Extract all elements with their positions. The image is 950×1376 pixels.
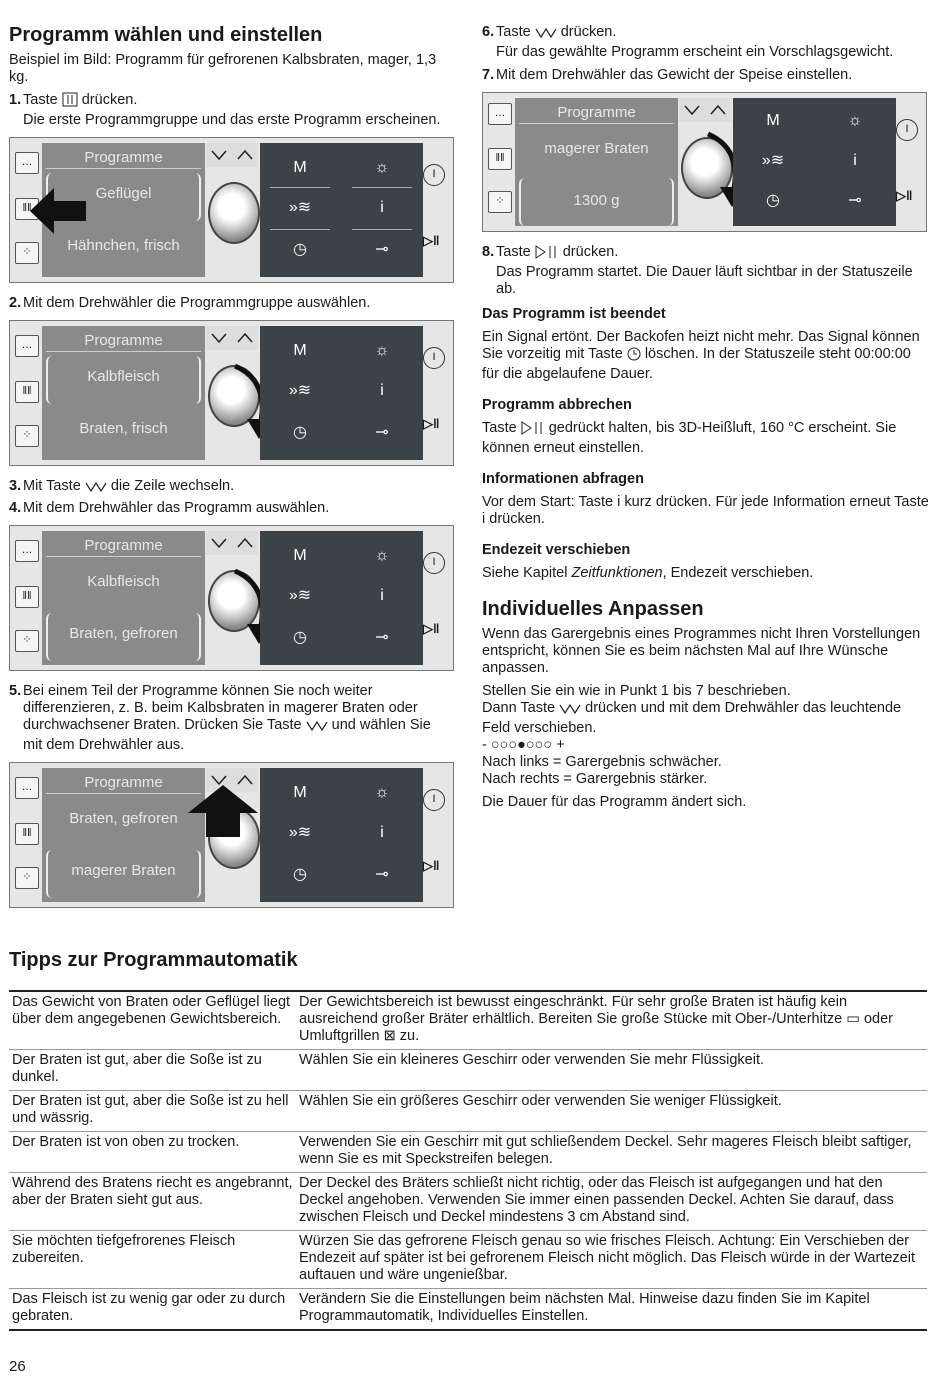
control-panel-3 xyxy=(9,525,454,671)
on-off-key[interactable]: I xyxy=(423,347,445,369)
table-row xyxy=(9,1050,927,1091)
subheading-ende: Das Programm ist beendet xyxy=(482,306,666,322)
display-line-1: Kalbfleisch xyxy=(87,368,160,385)
control-panel-1 xyxy=(9,137,454,283)
program-key[interactable]: ǁǁ xyxy=(15,586,39,608)
tips-table xyxy=(9,990,927,1331)
paragraph: Ein Signal ertönt. Der Backofen heizt nicht mehr. Das Signal können Sie vorzeitig mit Taste löschen. In der Statuszeile steht 00:00:00 für die abgelaufene Dauer. xyxy=(482,329,920,382)
fast-heat-icon[interactable]: »≋ xyxy=(288,382,312,399)
info-icon[interactable]: i xyxy=(380,824,384,841)
problem-cell: Das Fleisch ist zu wenig gar oder zu durch gebraten. xyxy=(9,1289,296,1331)
table-row xyxy=(9,1132,927,1173)
function-panel xyxy=(260,143,423,277)
function-panel xyxy=(260,326,423,460)
step-number: 1. xyxy=(9,92,22,108)
subheading-endezeit: Endezeit verschieben xyxy=(482,542,631,558)
display-header: Programme xyxy=(46,772,201,794)
table-row xyxy=(9,1173,927,1231)
intro-text: Beispiel im Bild: Programm für gefrorenen Kalbsbraten, mager, 1,3 kg. xyxy=(9,52,437,85)
light-icon[interactable]: ☼ xyxy=(374,342,390,359)
left-column xyxy=(9,22,454,920)
light-icon[interactable]: ☼ xyxy=(374,159,390,176)
on-off-key[interactable]: I xyxy=(423,164,445,186)
pointer-arrow-icon xyxy=(188,785,258,837)
start-pause-key[interactable]: ▷ǁ xyxy=(423,416,440,431)
table-row xyxy=(9,1231,927,1289)
section-title: Programm wählen und einstellen xyxy=(9,24,323,46)
program-key-icon xyxy=(62,92,78,112)
microwave-icon[interactable]: M xyxy=(293,784,307,801)
display-line-1: Geflügel xyxy=(95,185,152,202)
function-panel xyxy=(733,98,896,226)
paragraph: Siehe Kapitel Zeitfunktionen, Endezeit verschieben. xyxy=(482,565,814,581)
fast-heat-icon[interactable]: »≋ xyxy=(761,152,785,169)
section-title: Individuelles Anpassen xyxy=(482,598,704,620)
table-row xyxy=(9,1091,927,1132)
problem-cell: Sie möchten tiefgefrorenes Fleisch zubereiten. xyxy=(9,1231,296,1289)
table-row xyxy=(9,1289,927,1331)
chevron-down-icon xyxy=(559,703,581,720)
solution-cell: Würzen Sie das gefrorene Fleisch genau so wie frisches Fleisch. Achtung: Ein Verschieben der Endezeit auf später ist bei gefrorenem Fleisch nicht möglich. Das Fleisch würde in der Wartezeit auftauen und wäre ungenießbar. xyxy=(296,1231,927,1289)
on-off-key[interactable]: I xyxy=(423,789,445,811)
step-text: drücken. xyxy=(81,92,138,108)
paragraph: Nach links = Garergebnis schwächer. xyxy=(482,754,722,770)
table-row xyxy=(9,991,927,1050)
problem-cell: Während des Bratens riecht es angebrannt, aber der Braten sieht gut aus. xyxy=(9,1173,296,1231)
arrow-keys[interactable] xyxy=(206,143,258,167)
problem-cell: Das Gewicht von Braten oder Geflügel liegt über dem angegebenen Gewichtsbereich. xyxy=(12,994,291,1027)
solution-cell: Der Gewichtsbereich ist bewusst eingeschränkt. Für sehr große Braten ist häufig kein ausreichend großer Bräter erhältlich. Bereiten Sie große Stücke mit Ober-/Unterhitze ▭ oder Umluftgrillen ⊠ zu. xyxy=(299,994,893,1044)
info-icon: i xyxy=(617,494,621,510)
display xyxy=(515,98,678,226)
dots-key[interactable]: … xyxy=(488,103,512,125)
function-panel xyxy=(260,531,423,665)
program-key[interactable]: ǁǁ xyxy=(15,198,39,220)
step-1 xyxy=(9,92,454,129)
scale-indicator: - ○○○●○○○ + xyxy=(482,737,565,753)
tips-title: Tipps zur Programmautomatik xyxy=(9,949,298,971)
fast-heat-icon[interactable]: »≋ xyxy=(288,587,312,604)
display-line-1: magerer Braten xyxy=(544,140,649,157)
solution-cell: Verändern Sie die Einstellungen beim nächsten Mal. Hinweise dazu finden Sie im Kapitel Programmautomatik, Individuelles Einstellen. xyxy=(296,1289,927,1331)
pointer-arrow-icon xyxy=(30,186,86,236)
display-header: Programme xyxy=(46,535,201,557)
timer-icon[interactable]: ◷ xyxy=(293,241,307,258)
step-8: 8. Taste drücken. Das Programm startet. Die Dauer läuft sichtbar in der Statuszeile ab. xyxy=(482,244,913,297)
right-column xyxy=(482,24,930,817)
paragraph: Nach rechts = Garergebnis stärker. xyxy=(482,771,708,787)
microwave-icon[interactable]: M xyxy=(293,159,307,176)
grid-key[interactable]: ⁘ xyxy=(15,425,39,447)
step-5: 5. Bei einem Teil der Programme können Sie noch weiter differenzieren, z. B. beim Kalbsbraten in magerer Braten oder durchwachsener Braten. Drücken Sie Taste und wählen Sie mit dem Drehwähler aus. xyxy=(9,683,431,753)
light-icon[interactable]: ☼ xyxy=(374,784,390,801)
paragraph: Stellen Sie ein wie in Punkt 1 bis 7 beschrieben. Dann Taste drücken und mit dem Drehwähler das leuchtende Feld verschieben. xyxy=(482,683,902,736)
paragraph: Die Dauer für das Programm ändert sich. xyxy=(482,794,747,810)
step-6: 6. Taste drücken. Für das gewählte Programm erscheint ein Vorschlagsgewicht. xyxy=(482,24,894,60)
problem-cell: Der Braten ist gut, aber die Soße ist zu dunkel. xyxy=(9,1050,296,1091)
program-key[interactable]: ǁǁ xyxy=(488,148,512,170)
fast-heat-icon[interactable]: »≋ xyxy=(288,199,312,216)
rotary-selector[interactable] xyxy=(208,182,260,244)
program-key[interactable]: ǁǁ xyxy=(15,381,39,403)
display xyxy=(42,768,205,902)
solution-cell: Wählen Sie ein größeres Geschirr oder verwenden Sie weniger Flüssigkeit. xyxy=(296,1091,927,1132)
start-pause-icon xyxy=(535,245,559,264)
display-line-2: Braten, frisch xyxy=(79,420,168,437)
problem-cell: Der Braten ist gut, aber die Soße ist zu hell und wässrig. xyxy=(9,1091,296,1132)
grid-key[interactable]: ⁘ xyxy=(488,191,512,213)
microwave-icon[interactable]: M xyxy=(766,112,780,129)
program-key[interactable]: ǁǁ xyxy=(15,823,39,845)
display-line-1: Kalbfleisch xyxy=(87,573,160,590)
step-3: 3. Mit Taste die Zeile wechseln. xyxy=(9,478,454,498)
display xyxy=(42,326,205,460)
arrow-keys[interactable] xyxy=(679,98,731,122)
page-number: 26 xyxy=(9,1358,26,1375)
info-icon[interactable]: i xyxy=(380,382,384,399)
clock-icon xyxy=(627,347,641,366)
info-icon[interactable]: i xyxy=(380,199,384,216)
display xyxy=(42,531,205,665)
grid-key[interactable]: ⁘ xyxy=(15,242,39,264)
dots-key[interactable]: … xyxy=(15,335,39,357)
step-7: 7. Mit dem Drehwähler das Gewicht der Speise einstellen. xyxy=(482,67,853,83)
microwave-icon[interactable]: M xyxy=(293,547,307,564)
light-icon[interactable]: ☼ xyxy=(374,547,390,564)
timer-icon[interactable]: ◷ xyxy=(293,629,307,646)
display-line-2: Braten, gefroren xyxy=(69,625,178,642)
start-pause-key[interactable]: ▷ǁ xyxy=(896,188,913,203)
lock-icon[interactable]: ⊸ xyxy=(375,241,389,258)
start-pause-key[interactable]: ▷ǁ xyxy=(423,858,440,873)
step-text: Taste xyxy=(23,92,58,108)
lock-icon[interactable]: ⊸ xyxy=(375,629,389,646)
paragraph: Vor dem Start: Taste i kurz drücken. Für jede Information erneut Taste i drücken. xyxy=(482,494,929,527)
display-line-2: 1300 g xyxy=(573,192,620,209)
grid-key[interactable]: ⁘ xyxy=(15,867,39,889)
start-pause-icon xyxy=(521,421,545,440)
display-header: Programme xyxy=(46,147,201,169)
dots-key[interactable]: … xyxy=(15,540,39,562)
subheading-info: Informationen abfragen xyxy=(482,471,644,487)
solution-cell: Der Deckel des Bräters schließt nicht richtig, oder das Fleisch ist aufgegangen und hat den Deckel angehoben. Verwenden Sie immer einen passenden Deckel. Achten Sie darauf, dass zwischen Fleisch und Deckel mindestens 3 cm Abstand sind. xyxy=(296,1173,927,1231)
light-icon[interactable]: ☼ xyxy=(847,112,863,129)
timer-icon[interactable]: ◷ xyxy=(293,424,307,441)
paragraph: Taste gedrückt halten, bis 3D-Heißluft, 160 °C erscheint. Sie können erneut einstellen. xyxy=(482,420,897,456)
display-line-1: Braten, gefroren xyxy=(69,810,178,827)
dots-key[interactable]: … xyxy=(15,152,39,174)
display-line-2: magerer Braten xyxy=(71,862,176,879)
problem-cell: Der Braten ist von oben zu trocken. xyxy=(9,1132,296,1173)
subheading-abbrechen: Programm abbrechen xyxy=(482,397,632,413)
microwave-icon[interactable]: M xyxy=(293,342,307,359)
function-panel xyxy=(260,768,423,902)
fast-heat-icon[interactable]: »≋ xyxy=(288,824,312,841)
arrow-keys[interactable] xyxy=(206,326,258,350)
display-line-2: Hähnchen, frisch xyxy=(67,237,180,254)
chevron-down-icon xyxy=(306,720,328,737)
lock-icon[interactable]: ⊸ xyxy=(375,866,389,883)
timer-icon[interactable]: ◷ xyxy=(293,866,307,883)
dots-key[interactable]: … xyxy=(15,777,39,799)
control-panel-2 xyxy=(9,320,454,466)
step-text: Die erste Programmgruppe und das erste Programm erscheinen. xyxy=(23,112,441,128)
chevron-down-icon xyxy=(535,27,557,44)
display-header: Programme xyxy=(519,102,674,124)
grid-key[interactable]: ⁘ xyxy=(15,630,39,652)
on-off-key[interactable]: I xyxy=(423,552,445,574)
info-icon[interactable]: i xyxy=(853,152,857,169)
timer-icon[interactable]: ◷ xyxy=(766,192,780,209)
display-header: Programme xyxy=(46,330,201,352)
solution-cell: Wählen Sie ein kleineres Geschirr oder verwenden Sie mehr Flüssigkeit. xyxy=(296,1050,927,1091)
lock-icon[interactable]: ⊸ xyxy=(375,424,389,441)
start-pause-key[interactable]: ▷ǁ xyxy=(423,233,440,248)
arrow-keys[interactable] xyxy=(206,531,258,555)
info-icon[interactable]: i xyxy=(380,587,384,604)
start-pause-key[interactable]: ▷ǁ xyxy=(423,621,440,636)
control-panel-5 xyxy=(482,92,927,232)
control-panel-4 xyxy=(9,762,454,908)
step-2: 2. Mit dem Drehwähler die Programmgruppe auswählen. xyxy=(9,295,371,311)
on-off-key[interactable]: I xyxy=(896,119,918,141)
solution-cell: Verwenden Sie ein Geschirr mit gut schließendem Deckel. Sehr mageres Fleisch bleibt saftiger, wenn Sie es mit Speckstreifen belegen. xyxy=(296,1132,927,1173)
lock-icon[interactable]: ⊸ xyxy=(848,192,862,209)
step-4: 4. Mit dem Drehwähler das Programm auswählen. xyxy=(9,500,330,516)
chevron-down-icon xyxy=(85,481,107,498)
paragraph: Wenn das Garergebnis eines Programmes nicht Ihren Vorstellungen entspricht, können Sie es beim nächsten Mal auf Ihre Wünsche anpassen. xyxy=(482,626,921,676)
info-icon: i xyxy=(482,511,486,527)
